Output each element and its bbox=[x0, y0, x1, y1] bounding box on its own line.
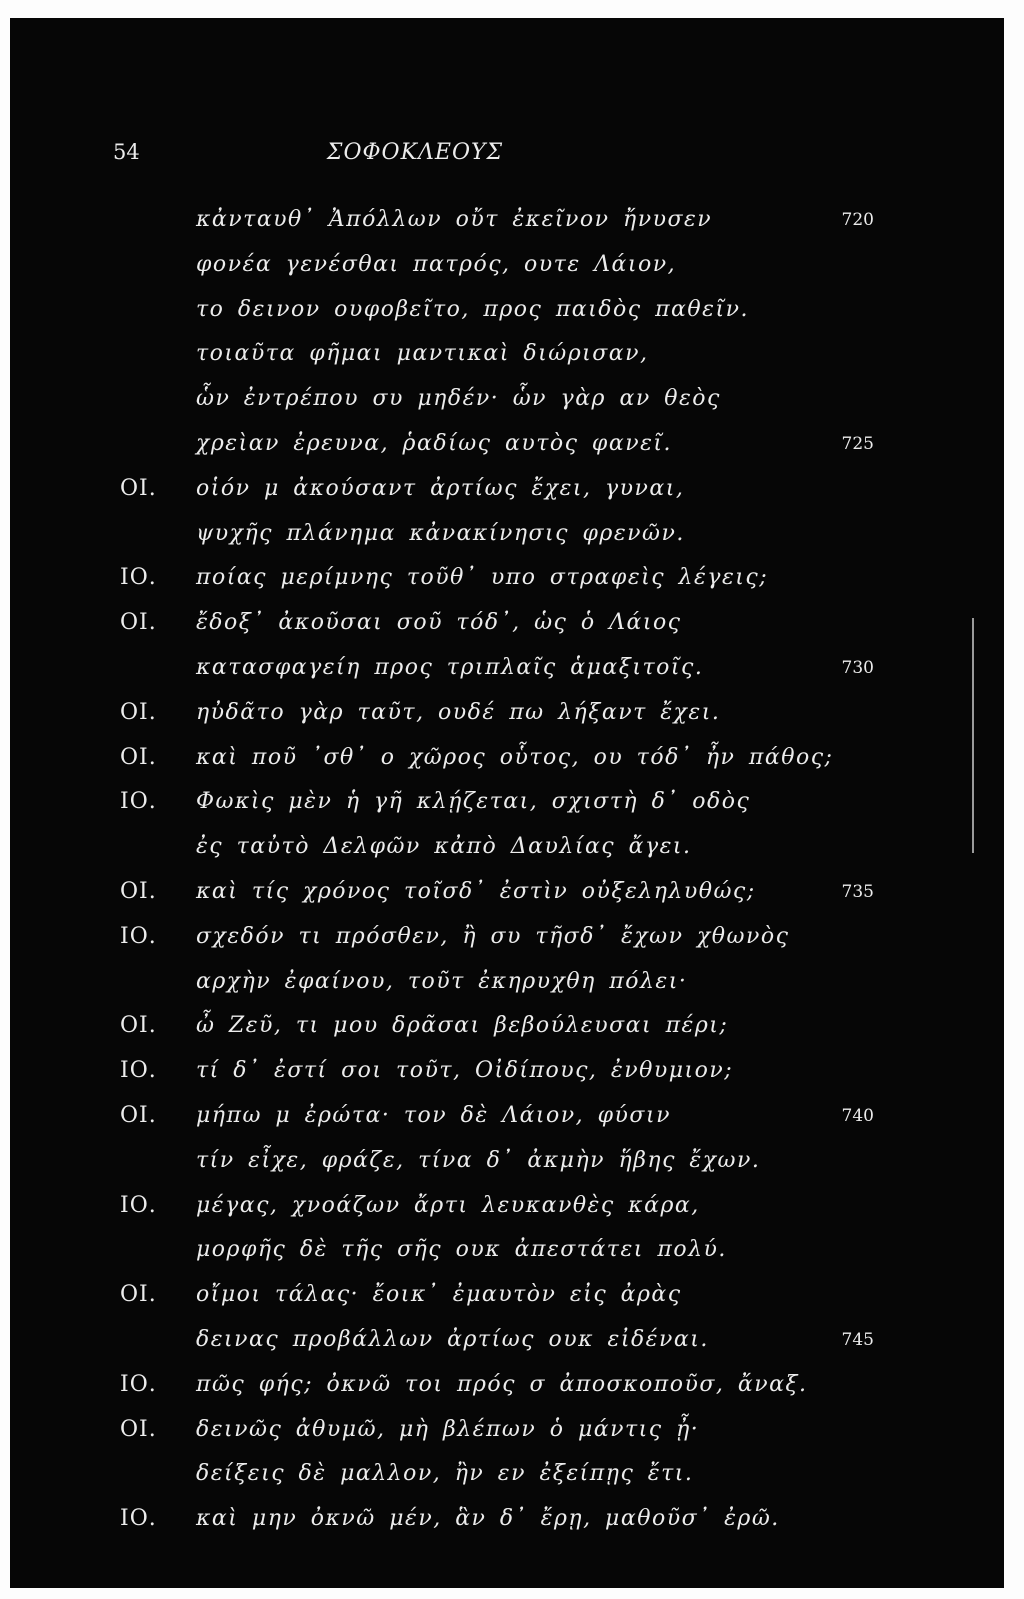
verse-text-line: ὦ Ζεῦ, τι μου δρᾶσαι βεβούλευσαι πέρι; bbox=[196, 1013, 729, 1039]
verse-text-line: κατασφαγείη προς τριπλαῖς ἁμαξιτοῖς. bbox=[196, 654, 704, 680]
running-title: ΣΟΦΟΚΛΕΟΥΣ bbox=[326, 140, 504, 165]
verse-line bbox=[10, 512, 1004, 557]
speaker-label: ΟΙ. bbox=[120, 878, 157, 904]
page-header bbox=[10, 140, 1004, 180]
verse-line bbox=[10, 1049, 1004, 1094]
verse-line bbox=[10, 1273, 1004, 1318]
verse-line bbox=[10, 736, 1004, 781]
verse-text-line: ὧν ἐντρέπου συ μηδέν· ὧν γὰρ αν θεὸς bbox=[196, 386, 721, 412]
verse-line bbox=[10, 1228, 1004, 1273]
verse-line bbox=[10, 646, 1004, 691]
verse-line bbox=[10, 1094, 1004, 1139]
margin-rule bbox=[972, 618, 974, 853]
verse-text-line: μέγας, χνοάζων ἄρτι λευκανθὲς κάρα, bbox=[196, 1192, 700, 1218]
verse-text-line: φονέα γενέσθαι πατρός, ουτε Λάιον, bbox=[196, 251, 677, 277]
verse-text-line: ηὐδᾶτο γὰρ ταῦτ, ουδέ πω λήξαντ ἔχει. bbox=[196, 699, 721, 725]
verse-text-line: χρεὶαν ἐρευνα, ῥαδίως αυτὸς φανεῖ. bbox=[196, 430, 672, 456]
verse-text-line: τί δ᾽ ἐστί σοι τοῦτ, Οἰδίπους, ἐνθυμιον; bbox=[196, 1058, 734, 1084]
verse-text-line: τοιαῦτα φῆμαι μαντικαὶ διώρισαν, bbox=[196, 341, 649, 367]
verse-line bbox=[10, 556, 1004, 601]
verse-text-line: ψυχῆς πλάνημα κἀνακίνησις φρενῶν. bbox=[196, 520, 685, 546]
speaker-label: ΙΟ. bbox=[120, 1192, 157, 1218]
verse-line bbox=[10, 1004, 1004, 1049]
speaker-label: ΙΟ. bbox=[120, 1506, 157, 1532]
speaker-label: ΟΙ. bbox=[120, 610, 157, 636]
verse-text-line: κἀνταυθ᾽ Ἀπόλλων οὔτ ἐκεῖνον ἤνυσεν bbox=[196, 207, 713, 232]
speaker-label: ΟΙ. bbox=[120, 475, 157, 501]
speaker-label: ΟΙ. bbox=[120, 1102, 157, 1128]
verse-line bbox=[10, 1139, 1004, 1184]
verse-line bbox=[10, 1184, 1004, 1229]
verse-text-line: τίν εἶχε, φράζε, τίνα δ᾽ ἀκμὴν ἥβης ἔχων. bbox=[196, 1147, 761, 1173]
verse-line bbox=[10, 960, 1004, 1005]
verse-line bbox=[10, 198, 1004, 243]
speaker-label: ΟΙ. bbox=[120, 699, 157, 725]
verse-text-line: δεινῶς ἀθυμῶ, μὴ βλέπων ὁ μάντις ᾖ· bbox=[196, 1416, 700, 1442]
verse-line bbox=[10, 1363, 1004, 1408]
verse-line bbox=[10, 377, 1004, 422]
speaker-label: ΟΙ. bbox=[120, 744, 157, 770]
verse-line bbox=[10, 467, 1004, 512]
line-number: 745 bbox=[841, 1329, 874, 1350]
speaker-label: ΙΟ. bbox=[120, 565, 157, 591]
verse-line bbox=[10, 780, 1004, 825]
verse-text-line: αρχὴν ἐφαίνου, τοῦτ ἐκηρυχθη πόλει· bbox=[196, 968, 688, 994]
verse-text-line: καὶ τίς χρόνος τοῖσδ᾽ ἐστὶν οὐξεληλυθώς; bbox=[196, 878, 756, 904]
verse-line bbox=[10, 288, 1004, 333]
speaker-label: ΟΙ. bbox=[120, 1282, 157, 1308]
line-number: 725 bbox=[841, 433, 874, 454]
verse-line bbox=[10, 1452, 1004, 1497]
page-number: 54 bbox=[113, 140, 140, 164]
verse-text-line: το δεινον ουφοβεῖτο, προς παιδὸς παθεῖν. bbox=[196, 296, 749, 322]
verse-text-line: οἴμοι τάλας· ἔοικ᾽ ἐμαυτὸν εἰς ἀρὰς bbox=[196, 1282, 682, 1308]
verse-text-line: μήπω μ ἐρώτα· τον δὲ Λάιον, φύσιν bbox=[196, 1102, 671, 1128]
book-page bbox=[10, 18, 1004, 1588]
verse-text-line: καὶ ποῦ ᾽σθ᾽ ο χῶρος οὗτος, ου τόδ᾽ ἦν πάθος; bbox=[196, 744, 834, 770]
speaker-label: ΙΟ. bbox=[120, 1371, 157, 1397]
verse-line bbox=[10, 601, 1004, 646]
verse-text-line: Φωκὶς μὲν ἡ γῆ κλῄζεται, σχιστὴ δ᾽ οδὸς bbox=[196, 789, 751, 815]
verse-line bbox=[10, 422, 1004, 467]
verse-text-line: ἔδοξ᾽ ἀκοῦσαι σοῦ τόδ᾽, ὡς ὁ Λάιος bbox=[196, 610, 682, 636]
speaker-label: ΙΟ. bbox=[120, 923, 157, 949]
verse-line bbox=[10, 825, 1004, 870]
verse-line bbox=[10, 243, 1004, 288]
verse-text-line: ἐς ταὐτὸ Δελφῶν κἀπὸ Δαυλίας ἄγει. bbox=[196, 834, 692, 860]
verse-line bbox=[10, 870, 1004, 915]
speaker-label: ΟΙ. bbox=[120, 1013, 157, 1039]
verse-text-line: σχεδόν τι πρόσθεν, ἢ συ τῆσδ᾽ ἔχων χθωνὸς bbox=[196, 923, 790, 949]
verse-line bbox=[10, 691, 1004, 736]
verse-text-line: καὶ μην ὀκνῶ μέν, ἃν δ᾽ ἔρῃ, μαθοῦσ᾽ ἐρῶ. bbox=[196, 1506, 780, 1532]
verse-line bbox=[10, 915, 1004, 960]
verse-text-line: δεινας προβάλλων ἀρτίως ουκ εἰδέναι. bbox=[196, 1326, 709, 1352]
verse-text-line: οἱόν μ ἀκούσαντ ἀρτίως ἔχει, γυναι, bbox=[196, 475, 685, 501]
speaker-label: ΙΟ. bbox=[120, 789, 157, 815]
speaker-label: ΙΟ. bbox=[120, 1058, 157, 1084]
verse-text-line: πῶς φής; ὀκνῶ τοι πρός σ ἀποσκοποῦσ, ἄναξ. bbox=[196, 1371, 808, 1397]
line-number: 720 bbox=[841, 210, 874, 230]
verse-text-line: δείξεις δὲ μαλλον, ἢν εν ἐξείπῃς ἔτι. bbox=[196, 1461, 694, 1487]
verse-line bbox=[10, 1318, 1004, 1363]
speaker-label: ΟΙ. bbox=[120, 1416, 157, 1442]
line-number: 730 bbox=[841, 657, 874, 678]
verse-line bbox=[10, 332, 1004, 377]
verse-text-line: μορφῆς δὲ τῆς σῆς ουκ ἀπεστάτει πολύ. bbox=[196, 1237, 727, 1263]
line-number: 735 bbox=[841, 881, 874, 902]
verse-line bbox=[10, 1497, 1004, 1542]
verse-line bbox=[10, 1408, 1004, 1453]
line-number: 740 bbox=[841, 1105, 874, 1126]
verse-text-line: ποίας μερίμνης τοῦθ᾽ υπο στραφεὶς λέγεις; bbox=[196, 565, 769, 591]
verse-text bbox=[10, 198, 1004, 1542]
